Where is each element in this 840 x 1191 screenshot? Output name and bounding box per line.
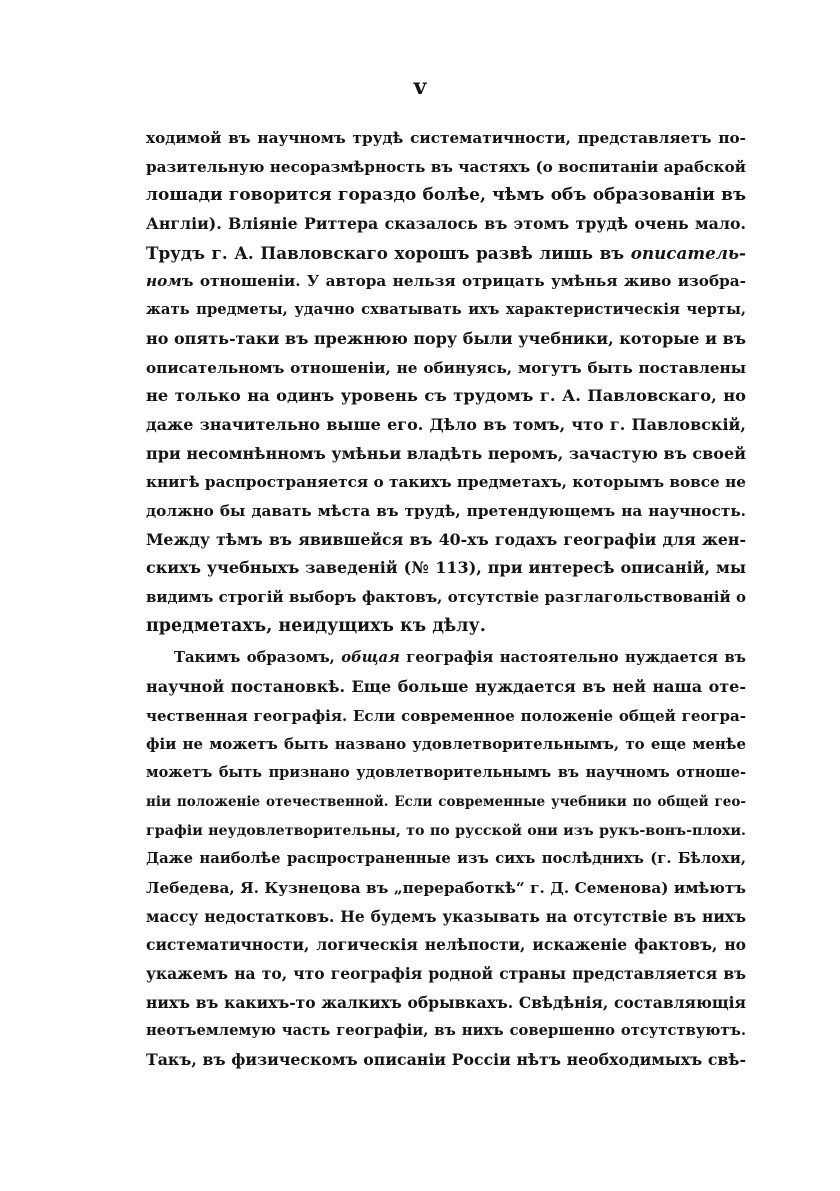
- text-line: [146, 267, 746, 296]
- text-line: можетъ быть признано удовлетворительнымъ въ научномъ отноше-: [146, 764, 746, 782]
- body-text: [146, 124, 746, 1075]
- text-line: укажемъ на то, что географія родной страны представляется въ: [146, 963, 746, 983]
- italic-term: общая: [341, 649, 400, 667]
- text-line: систематичности, логическія нелѣпости, искаженіе фактовъ, но: [146, 935, 746, 955]
- text-line: [146, 239, 746, 268]
- text-segment: географія настоятельно нуждается въ: [399, 649, 746, 667]
- text-line: лошади говорится гораздо болѣе, чѣмъ объ образованіи въ: [146, 185, 746, 206]
- paragraph-1: [146, 124, 746, 640]
- paragraph-2: [146, 644, 746, 1074]
- text-line: неотъемлемую часть географіи, въ нихъ совершенно отсутствуютъ.: [146, 1022, 746, 1040]
- text-line: научной постановкѣ. Еще больше нуждается въ ней наша оте-: [146, 677, 746, 697]
- text-line: Лебедева, Я. Кузнецова въ „переработкѣ“ г. Д. Семенова) имѣютъ: [146, 878, 746, 897]
- italic-term: описатель-: [630, 242, 746, 263]
- text-line: книгѣ распространяется о такихъ предметахъ, которымъ вовсе не: [146, 473, 746, 492]
- text-line: массу недостатковъ. Не будемъ указывать на отсутствіе въ нихъ: [146, 906, 746, 926]
- text-line: Такъ, въ физическомъ описаніи Россіи нѣтъ необходимыхъ свѣ-: [146, 1050, 746, 1069]
- text-line: даже значительно выше его. Дѣло въ томъ, что г. Павловскій,: [146, 414, 746, 434]
- text-segment: Трудъ г. А. Павловскаго хорошъ развѣ лишь въ: [146, 242, 631, 263]
- text-line: предметахъ, неидущихъ къ дѣлу.: [146, 615, 486, 636]
- text-line: должно бы давать мѣста въ трудѣ, претендующемъ на научность.: [146, 501, 746, 520]
- text-line: [146, 644, 746, 673]
- text-segment: Такимъ образомъ,: [174, 649, 342, 667]
- text-line: при несомнѣнномъ умѣньи владѣть перомъ, зачастую въ своей: [146, 443, 746, 463]
- text-line: Даже наиболѣе распространенные изъ сихъ послѣднихъ (г. Бѣлохи,: [146, 850, 746, 868]
- text-line: Между тѣмъ въ явившейся въ 40-хъ годахъ географіи для жен-: [146, 529, 746, 549]
- text-line: ніи положеніе отечественной. Если современные учебники по общей гео-: [146, 793, 746, 810]
- text-line: графіи неудовлетворительны, то по русской они изъ рукъ-вонъ-плохи.: [146, 822, 746, 839]
- text-line: скихъ учебныхъ заведеній (№ 113), при интересѣ описаній, мы: [146, 558, 746, 578]
- text-line: чественная географія. Если современное положеніе общей геогра-: [146, 706, 746, 725]
- text-line: описательномъ отношеніи, не обинуясь, могутъ быть поставлены: [146, 358, 746, 377]
- text-line: фіи не можетъ быть названо удовлетворительнымъ, то еще менѣе: [146, 735, 746, 754]
- text-line: видимъ строгій выборъ фактовъ, отсутствіе разглагольствованій о: [146, 588, 746, 606]
- page-number: v: [413, 74, 427, 100]
- text-line: но опять-таки въ прежнюю пору были учебники, которые и въ: [146, 328, 746, 348]
- text-line: Англіи). Вліяніе Риттера сказалось въ этомъ трудѣ очень мало.: [146, 214, 746, 234]
- text-segment: ъ отношеніи. У автора нельзя отрицать умѣнья живо изобра-: [181, 272, 746, 291]
- text-line: разительную несоразмѣрность въ частяхъ (о воспитаніи арабской: [146, 157, 746, 176]
- text-line: жать предметы, удачно схватывать ихъ характеристическія черты,: [146, 301, 746, 319]
- text-line: ходимой въ научномъ трудѣ систематичности, представляетъ по-: [146, 129, 746, 147]
- text-line: не только на одинъ уровень съ трудомъ г. А. Павловскаго, но: [146, 386, 746, 406]
- italic-term: ном: [146, 272, 182, 291]
- text-line: нихъ въ какихъ-то жалкихъ обрывкахъ. Свѣдѣнія, составляющія: [146, 992, 746, 1012]
